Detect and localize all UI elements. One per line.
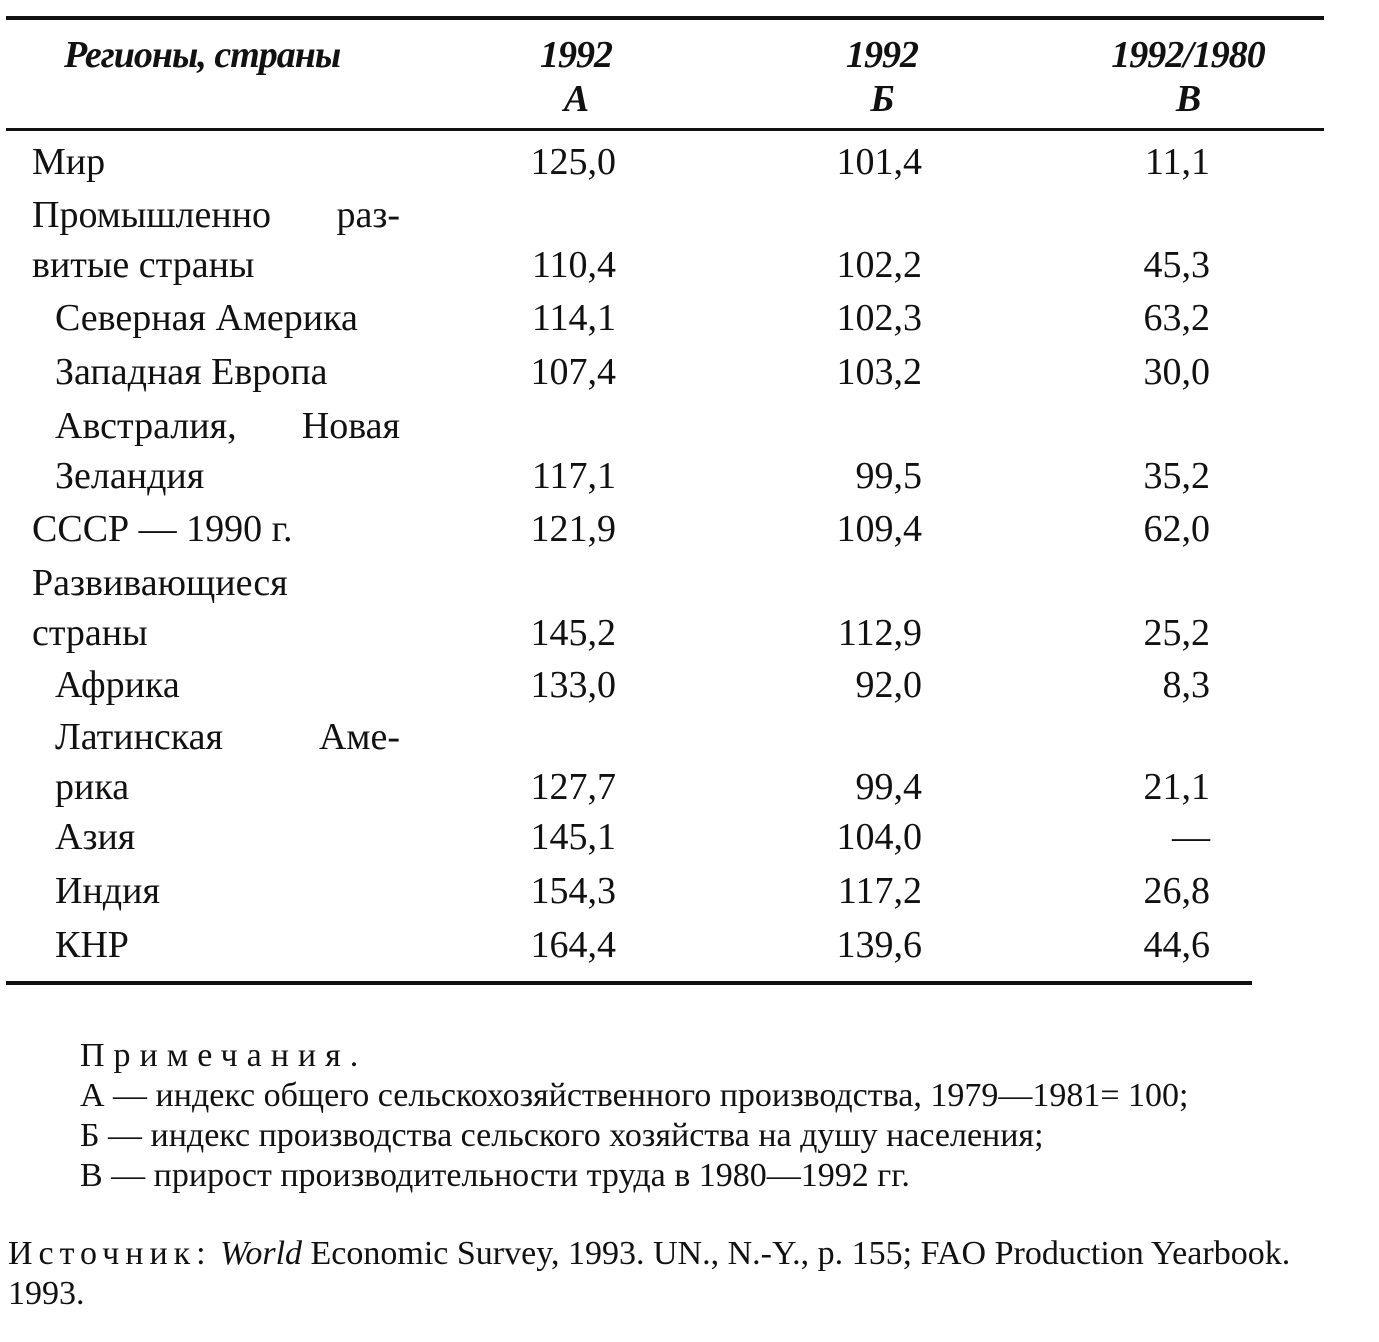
- header-col-b: [772, 33, 992, 121]
- source-label: Источник:: [8, 1235, 212, 1272]
- cell-a: 110,4: [531, 244, 616, 286]
- table-header-rule: [6, 128, 1324, 131]
- cell-b: 112,9: [837, 612, 922, 654]
- header-region: Регионы, страны: [64, 34, 341, 76]
- cell-a: 164,4: [530, 924, 616, 966]
- row-region-line: КНР: [55, 924, 129, 966]
- header-col-a-year: 1992: [540, 34, 612, 76]
- cell-c: 30,0: [1143, 351, 1210, 393]
- cell-a: 117,1: [531, 455, 616, 497]
- notes-block: [80, 1036, 1188, 1196]
- row-region-line: Западная Европа: [55, 351, 328, 393]
- row-region: [55, 401, 400, 501]
- row-region-line: витые страны: [32, 244, 255, 286]
- row-region: [55, 812, 400, 862]
- cell-a: 127,7: [530, 766, 616, 808]
- cell-c: 26,8: [1143, 870, 1210, 912]
- cell-c: 8,3: [1162, 664, 1210, 706]
- cell-c: 35,2: [1143, 455, 1210, 497]
- header-col-c-year: 1992/1980: [1111, 34, 1265, 76]
- table-bottom-rule: [6, 981, 1252, 985]
- row-region-line: рика: [55, 766, 130, 808]
- cell-a: 114,1: [531, 297, 616, 339]
- cell-a: 107,4: [530, 351, 616, 393]
- header-col-c: [1068, 33, 1308, 121]
- cell-c: 45,3: [1143, 244, 1210, 286]
- cell-b: 109,4: [836, 508, 922, 550]
- row-region: [55, 866, 400, 916]
- cell-b: 104,0: [836, 816, 922, 858]
- cell-b: 117,2: [837, 870, 922, 912]
- cell-b: 101,4: [836, 141, 922, 183]
- row-region: [32, 558, 400, 658]
- cell-b: 102,2: [836, 244, 922, 286]
- note-line: Б — индекс производства сельского хозяйства на душу населения;: [80, 1117, 1044, 1154]
- cell-b: 99,4: [855, 766, 922, 808]
- note-line: А — индекс общего сельскохозяйственного производства, 1979—1981= 100;: [80, 1077, 1189, 1114]
- row-region-line: Северная Америка: [55, 297, 358, 339]
- header-col-b-letter: Б: [870, 78, 894, 120]
- cell-b: 103,2: [836, 351, 922, 393]
- row-region: [32, 504, 400, 554]
- row-region: [55, 920, 400, 970]
- source-text: Economic Survey, 1993. UN., N.-Y., p. 155; FAO Production Yearbook. 1993.: [8, 1235, 1291, 1312]
- row-region-line: Азия: [55, 816, 136, 858]
- cell-a: 145,2: [530, 612, 616, 654]
- cell-c: —: [1172, 816, 1210, 858]
- header-col-a-letter: А: [563, 78, 589, 120]
- row-region: [55, 660, 400, 710]
- row-region-line: Развивающиеся: [32, 562, 288, 604]
- row-region: [32, 137, 400, 187]
- cell-c: 11,1: [1144, 141, 1210, 183]
- note-line: В — прирост производительности труда в 1980—1992 гг.: [80, 1157, 910, 1194]
- cell-c: 44,6: [1143, 924, 1210, 966]
- cell-a: 125,0: [530, 141, 616, 183]
- row-region: [55, 347, 400, 397]
- row-region-line: СССР — 1990 г.: [32, 508, 293, 550]
- cell-b: 102,3: [836, 297, 922, 339]
- cell-a: 154,3: [530, 870, 616, 912]
- row-region-line: Индия: [55, 870, 160, 912]
- header-col-c-letter: В: [1175, 78, 1201, 120]
- cell-b: 92,0: [855, 664, 922, 706]
- notes-title: Примечания.: [80, 1037, 368, 1074]
- cell-a: 133,0: [530, 664, 616, 706]
- cell-b: 139,6: [836, 924, 922, 966]
- row-region-line: Африка: [55, 664, 180, 706]
- row-region-line: страны: [32, 612, 148, 654]
- row-region-line: Австралия, Новая: [55, 405, 400, 447]
- row-region: [55, 712, 400, 812]
- cell-c: 62,0: [1143, 508, 1210, 550]
- row-region-line: Латинская Аме-: [55, 716, 400, 758]
- row-region: [55, 293, 400, 343]
- source-block: [8, 1234, 1324, 1314]
- source-italic: World: [220, 1235, 303, 1272]
- header-col-b-year: 1992: [846, 34, 918, 76]
- cell-c: 25,2: [1143, 612, 1210, 654]
- cell-a: 121,9: [530, 508, 616, 550]
- cell-b: 99,5: [855, 455, 922, 497]
- row-region: [32, 190, 400, 290]
- table-top-rule: [6, 16, 1324, 20]
- row-region-line: Промышленно раз-: [32, 194, 400, 236]
- cell-c: 63,2: [1143, 297, 1210, 339]
- cell-a: 145,1: [530, 816, 616, 858]
- row-region-line: Зеландия: [55, 455, 205, 497]
- row-region-line: Мир: [32, 141, 106, 183]
- cell-c: 21,1: [1143, 766, 1210, 808]
- header-col-a: [466, 33, 686, 121]
